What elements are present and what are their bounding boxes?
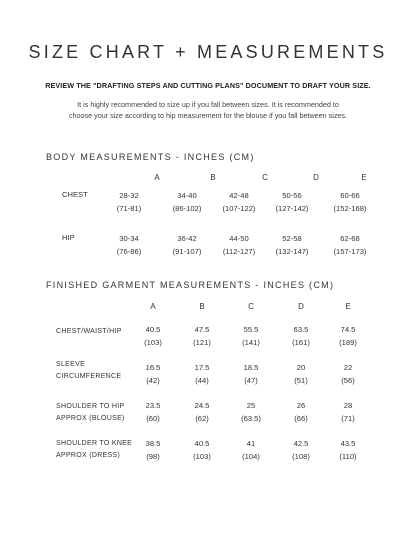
finished-cell-shoulder-hip-c: 25 (63.5) [241,401,261,423]
body-size-head-d: D [313,173,319,182]
finished-cell-cwh-b: 47.5 (121) [193,325,211,347]
body-cell-chest-b: 34-40 (86-102) [172,191,202,213]
finished-size-head-a: A [150,302,156,311]
body-cell-chest-a: 28-32 (71-81) [116,191,142,213]
instruction-text: REVIEW THE "DRAFTING STEPS AND CUTTING PLANS" DOCUMENT TO DRAFT YOUR SIZE. [45,81,371,90]
body-cell-chest-d: 50-56 (127-142) [275,191,309,213]
finished-cell-sleeve-a: 16.5 (42) [145,363,161,385]
finished-cell-cwh-a: 40.5 (103) [144,325,162,347]
finished-cell-shoulder-hip-a: 23.5 (60) [145,401,161,423]
finished-cell-sleeve-e: 22 (56) [341,363,355,385]
finished-size-head-b: B [199,302,205,311]
finished-row-label-shoulder-hip: SHOULDER TO HIP APPROX (BLOUSE) [56,403,125,422]
finished-cell-shoulder-knee-e: 43.5 (110) [339,439,357,461]
body-size-head-a: A [154,173,160,182]
finished-row-label-chest-waist-hip: CHEST/WAIST/HIP [56,328,122,335]
body-measurements-title: BODY MEASUREMENTS - INCHES (CM) [46,152,255,162]
finished-cell-sleeve-c: 18.5 (47) [243,363,259,385]
body-cell-hip-e: 62-68 (157-173) [333,234,367,256]
body-size-head-e: E [361,173,367,182]
finished-size-head-e: E [345,302,351,311]
finished-cell-cwh-d: 63.5 (161) [292,325,310,347]
body-cell-chest-e: 60-66 (152-168) [333,191,367,213]
body-cell-hip-a: 30-34 (76-86) [116,234,142,256]
body-size-head-b: B [210,173,216,182]
body-size-head-c: C [262,173,268,182]
body-cell-hip-c: 44-50 (112-127) [222,234,256,256]
body-cell-hip-b: 36-42 (91-107) [172,234,202,256]
finished-size-head-c: C [248,302,254,311]
finished-row-label-shoulder-knee: SHOULDER TO KNEE APPROX (DRESS) [56,440,133,459]
finished-cell-shoulder-hip-e: 28 (71) [341,401,355,423]
finished-row-label-sleeve: SLEEVE CIRCUMFERENCE [56,361,122,380]
finished-cell-shoulder-hip-d: 26 (66) [294,401,308,423]
finished-cell-shoulder-knee-c: 41 (104) [242,439,260,461]
finished-cell-shoulder-knee-b: 40.5 (103) [193,439,211,461]
body-row-label-chest: CHEST [62,190,88,199]
page-title: SIZE CHART + MEASUREMENTS [28,42,388,62]
finished-cell-cwh-c: 55.5 (141) [242,325,260,347]
body-cell-hip-d: 52-58 (132-147) [275,234,309,256]
finished-cell-shoulder-knee-a: 38.5 (98) [145,439,161,461]
body-row-label-hip: HIP [62,233,75,242]
finished-size-head-d: D [298,302,304,311]
finished-cell-shoulder-hip-b: 24.5 (62) [194,401,210,423]
finished-cell-sleeve-d: 20 (51) [294,363,308,385]
finished-cell-sleeve-b: 17.5 (44) [194,363,210,385]
sizing-note [40,99,376,121]
body-cell-chest-c: 42-48 (107-122) [222,191,256,213]
finished-cell-cwh-e: 74.5 (189) [339,325,357,347]
finished-cell-shoulder-knee-d: 42.5 (108) [292,439,310,461]
sizing-note-line-1: It is highly recommended to size up if you fall between sizes. It is recommended to [77,100,339,109]
finished-measurements-title: FINISHED GARMENT MEASUREMENTS - INCHES (CM) [46,280,335,290]
sizing-note-line-2: choose your size according to hip measurement for the blouse if you fall between sizes. [68,111,348,120]
